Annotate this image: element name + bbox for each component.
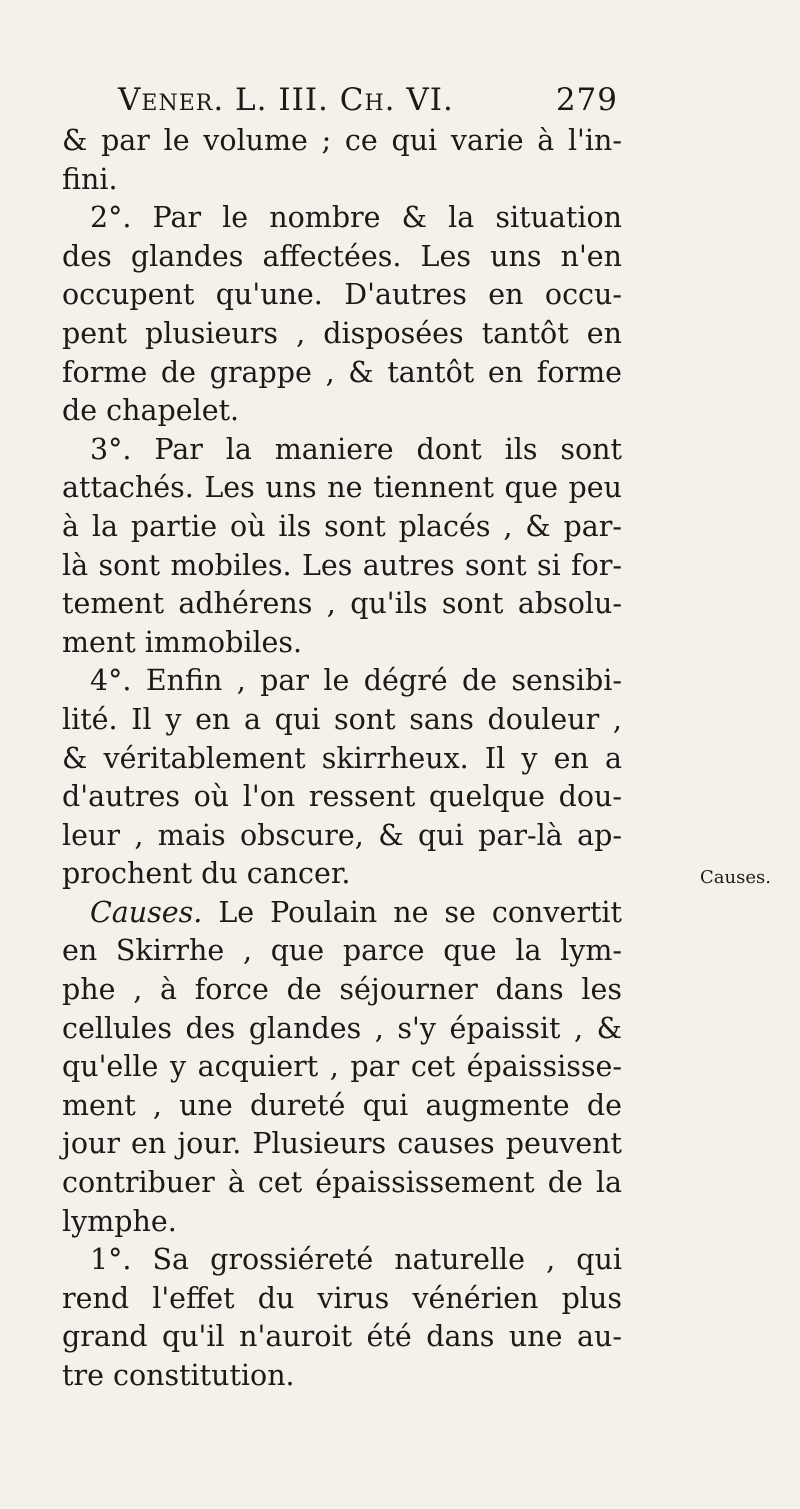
- running-head: [118, 82, 618, 118]
- text-line: rend l'effet du virus vénérien plus: [62, 1281, 622, 1315]
- text-line: à la partie où ils sont placés , & par-: [62, 509, 622, 543]
- text-line: grand qu'il n'auroit été dans une au-: [62, 1320, 622, 1354]
- text-line: cellules des glandes , s'y épaissit , &: [62, 1011, 622, 1045]
- text-line: fini.: [62, 162, 118, 196]
- text-line: tre constitution.: [62, 1359, 295, 1392]
- text-line: des glandes affectées. Les uns n'en: [62, 239, 622, 273]
- text-line-causes: [62, 894, 622, 933]
- text-line: qu'elle y acquiert , par cet épaississe-: [62, 1050, 622, 1084]
- text-line: en Skirrhe , que parce que la lym-: [62, 934, 622, 968]
- text-line: forme de grappe , & tantôt en forme: [62, 355, 622, 389]
- text-line-rest: Le Poulain ne se convertit: [218, 895, 622, 929]
- text-line: jour en jour. Plusieurs causes peuvent: [62, 1127, 622, 1161]
- text-line: de chapelet.: [62, 394, 240, 428]
- text-line: 4°. Enfin , par le dégré de sensibi-: [90, 664, 622, 698]
- text-line: attachés. Les uns ne tiennent que peu: [62, 471, 622, 505]
- text-line: occupent qu'une. D'autres en occu-: [62, 278, 622, 312]
- running-head-title: Vener. L. III. Ch. VI.: [118, 82, 454, 118]
- text-line: prochent du cancer.: [62, 857, 351, 891]
- italic-lead: Causes.: [90, 895, 203, 929]
- text-line: 1°. Sa grossiéreté naturelle , qui: [90, 1243, 622, 1277]
- text-line: 3°. Par la maniere dont ils sont: [90, 432, 622, 466]
- text-line: ment immobiles.: [62, 625, 303, 659]
- text-line: tement adhérens , qu'ils sont absolu-: [62, 587, 622, 621]
- text-line: ment , une dureté qui augmente de: [62, 1088, 622, 1122]
- text-line: phe , à force de séjourner dans les: [62, 973, 622, 1007]
- page-number: 279: [555, 82, 618, 118]
- margin-note: Causes.: [700, 867, 771, 888]
- text-line: leur , mais obscure, & qui par-là ap-: [62, 818, 622, 852]
- text-line: d'autres où l'on ressent quelque dou-: [62, 780, 622, 814]
- text-line: lité. Il y en a qui sont sans douleur ,: [62, 702, 622, 736]
- text-line: contribuer à cet épaississement de la: [62, 1166, 622, 1200]
- text-line: 2°. Par le nombre & la situation: [90, 201, 622, 235]
- text-line: là sont mobiles. Les autres sont si for-: [62, 548, 622, 582]
- text-line: pent plusieurs , disposées tantôt en: [62, 316, 622, 350]
- body-text: [62, 122, 622, 1396]
- text-line: & par le volume ; ce qui varie à l'in-: [62, 124, 622, 157]
- text-line: & véritablement skirrheux. Il y en a: [62, 741, 622, 775]
- text-line: lymphe.: [62, 1204, 177, 1238]
